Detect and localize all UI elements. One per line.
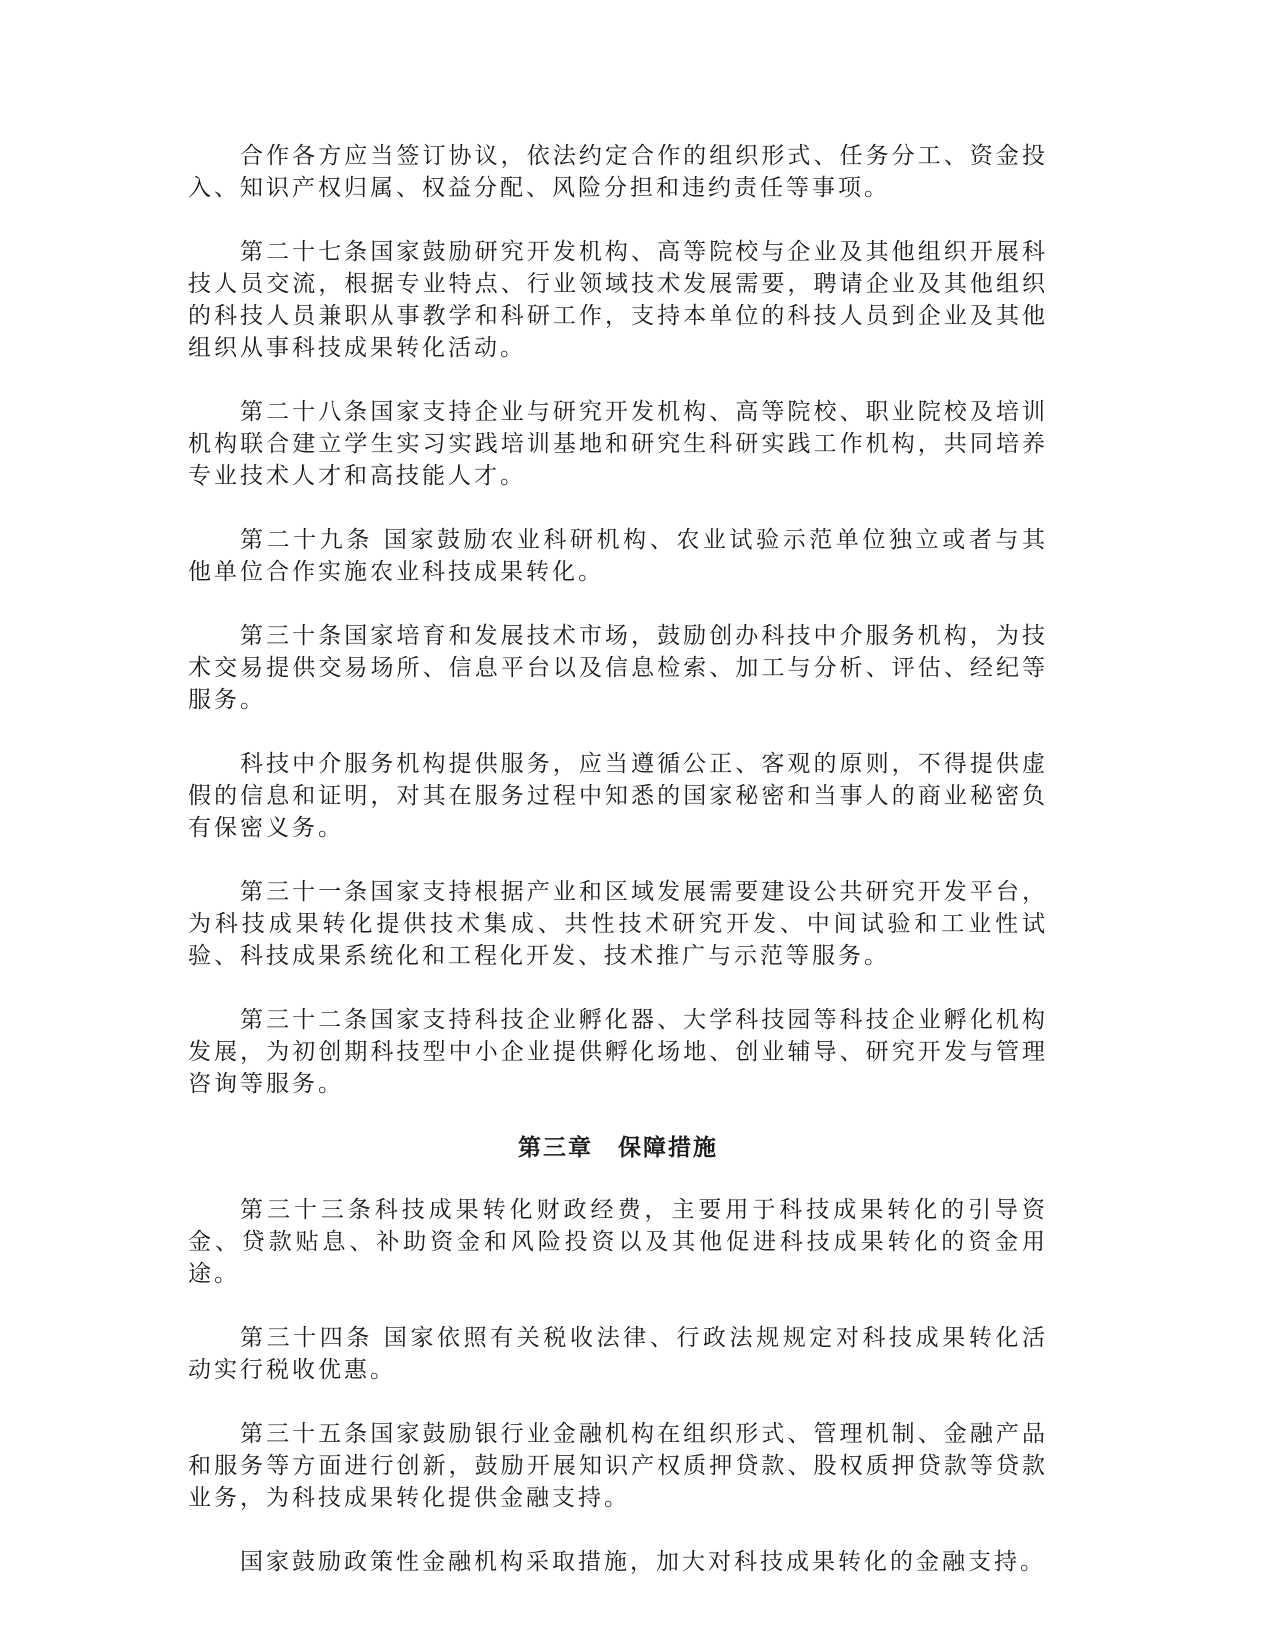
chapter-heading: 第三章 保障措施 [518, 1134, 718, 1161]
paragraph-article-30: 第三十条国家培育和发展技术市场，鼓励创办科技中介服务机构，为技术交易提供交易场所、信息平台以及信息检索、加工与分析、评估、经纪等服务。 [188, 623, 1048, 713]
paragraph-intermediary-services: 科技中介服务机构提供服务，应当遵循公正、客观的原则，不得提供虚假的信息和证明，对其在服务过程中知悉的国家秘密和当事人的商业秘密负有保密义务。 [188, 751, 1048, 841]
paragraph-cooperation-agreement: 合作各方应当签订协议，依法约定合作的组织形式、任务分工、资金投入、知识产权归属、权益分配、风险分担和违约责任等事项。 [188, 143, 1048, 201]
paragraph-article-27: 第二十七条国家鼓励研究开发机构、高等院校与企业及其他组织开展科技人员交流，根据专业特点、行业领域技术发展需要，聘请企业及其他组织的科技人员兼职从事教学和科研工作，支持本单位的科技人员到企业及其他组织从事科技成果转化活动。 [188, 239, 1048, 361]
paragraph-article-31: 第三十一条国家支持根据产业和区域发展需要建设公共研究开发平台，为科技成果转化提供技术集成、共性技术研究开发、中间试验和工业性试验、科技成果系统化和工程化开发、技术推广与示范等服务。 [188, 879, 1048, 969]
paragraph-article-33: 第三十三条科技成果转化财政经费，主要用于科技成果转化的引导资金、贷款贴息、补助资金和风险投资以及其他促进科技成果转化的资金用途。 [188, 1197, 1048, 1287]
paragraph-article-28: 第二十八条国家支持企业与研究开发机构、高等院校、职业院校及培训机构联合建立学生实习实践培训基地和研究生科研实践工作机构，共同培养专业技术人才和高技能人才。 [188, 399, 1048, 489]
paragraph-article-29: 第二十九条 国家鼓励农业科研机构、农业试验示范单位独立或者与其他单位合作实施农业科技成果转化。 [188, 527, 1048, 585]
document-page [188, 140, 1048, 1610]
paragraph-article-34: 第三十四条 国家依照有关税收法律、行政法规规定对科技成果转化活动实行税收优惠。 [188, 1325, 1048, 1383]
paragraph-article-32: 第三十二条国家支持科技企业孵化器、大学科技园等科技企业孵化机构发展，为初创期科技型中小企业提供孵化场地、创业辅导、研究开发与管理咨询等服务。 [188, 1007, 1048, 1097]
paragraph-policy-finance: 国家鼓励政策性金融机构采取措施，加大对科技成果转化的金融支持。 [240, 1549, 1046, 1575]
paragraph-article-35: 第三十五条国家鼓励银行业金融机构在组织形式、管理机制、金融产品和服务等方面进行创新，鼓励开展知识产权质押贷款、股权质押贷款等贷款业务，为科技成果转化提供金融支持。 [188, 1421, 1048, 1511]
